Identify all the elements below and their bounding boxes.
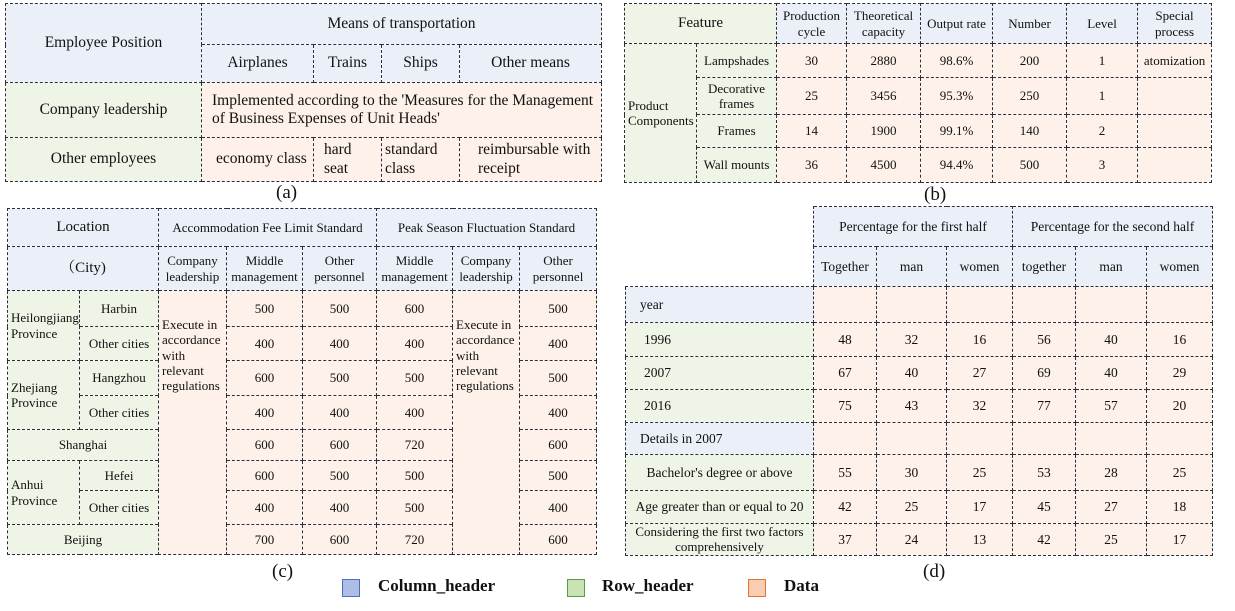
data-cell: 500: [303, 361, 377, 396]
row-header-comprehensive: Considering the first two factors comprehensively: [626, 524, 814, 556]
data-cell: 32: [947, 390, 1013, 423]
other-personnel-header: Other personnel: [520, 247, 597, 291]
data-cell: 400: [303, 396, 377, 430]
row-header-frames: Frames: [697, 115, 777, 148]
data-cell: 140: [993, 115, 1067, 148]
data-cell: 600: [520, 525, 597, 555]
caption-c: (c): [272, 561, 294, 582]
data-cell: 16: [1147, 323, 1213, 357]
row-header-2007: 2007: [626, 357, 814, 390]
row-header-decorative-frames: Decorative frames: [697, 78, 777, 115]
city-header: （City): [8, 247, 159, 291]
data-cell: 600: [227, 361, 303, 396]
empty-cell: [1076, 423, 1147, 455]
data-cell: 4500: [847, 148, 921, 183]
data-cell: 500: [377, 461, 453, 491]
data-cell: 57: [1076, 390, 1147, 423]
data-swatch: [748, 579, 766, 597]
company-leadership-header: Company leadership: [453, 247, 520, 291]
level-header: Level: [1067, 4, 1138, 44]
execute-cell: Execute in accordance with relevant regulations: [159, 291, 227, 555]
empty-cell: [877, 423, 947, 455]
city-other-cities: Other cities: [80, 491, 159, 525]
data-cell: 95.3%: [921, 78, 993, 115]
data-cell: 500: [520, 291, 597, 327]
data-cell: 700: [227, 525, 303, 555]
data-cell: 3: [1067, 148, 1138, 183]
data-cell: 600: [303, 430, 377, 461]
data-cell: 27: [1076, 491, 1147, 524]
data-cell: 400: [227, 396, 303, 430]
second-half-header: Percentage for the second half: [1013, 207, 1213, 247]
data-cell: 20: [1147, 390, 1213, 423]
data-cell: 1: [1067, 78, 1138, 115]
city-shanghai: Shanghai: [8, 430, 159, 461]
data-cell: 42: [1013, 524, 1076, 556]
data-cell: 14: [777, 115, 847, 148]
empty-cell: [947, 423, 1013, 455]
together-header: together: [1013, 247, 1076, 287]
data-cell: 600: [227, 461, 303, 491]
table-a: [5, 3, 602, 182]
empty-cell: [814, 423, 877, 455]
data-cell: 67: [814, 357, 877, 390]
output-rate-header: Output rate: [921, 4, 993, 44]
company-leadership-header: Company leadership: [159, 247, 227, 291]
zhejiang-province: Zhejiang Province: [8, 361, 80, 430]
data-cell: 53: [1013, 455, 1076, 491]
data-cell: 500: [520, 361, 597, 396]
data-cell: 40: [1076, 357, 1147, 390]
data-cell: 600: [303, 525, 377, 555]
data-cell: 13: [947, 524, 1013, 556]
empty-cell: [814, 287, 877, 323]
data-cell: 1: [1067, 44, 1138, 78]
data-cell: 400: [520, 491, 597, 525]
data-cell: 77: [1013, 390, 1076, 423]
data-cell: 18: [1147, 491, 1213, 524]
data-cell: 3456: [847, 78, 921, 115]
women-header: women: [947, 247, 1013, 287]
data-cell: 250: [993, 78, 1067, 115]
city-harbin: Harbin: [80, 291, 159, 327]
city-other-cities: Other cities: [80, 396, 159, 430]
trains-header: Trains: [314, 45, 382, 83]
data-cell: 40: [1076, 323, 1147, 357]
city-other-cities: Other cities: [80, 327, 159, 361]
data-cell: 98.6%: [921, 44, 993, 78]
empty-cell: [1013, 287, 1076, 323]
man-header: man: [1076, 247, 1147, 287]
row-header-1996: 1996: [626, 323, 814, 357]
data-cell: 69: [1013, 357, 1076, 390]
data-cell: 600: [227, 430, 303, 461]
data-cell: 25: [1147, 455, 1213, 491]
data-cell: 55: [814, 455, 877, 491]
data-cell: 400: [377, 396, 453, 430]
table-c: [7, 208, 597, 555]
legend-row-header: Row_header: [602, 576, 694, 595]
row-header-wall-mounts: Wall mounts: [697, 148, 777, 183]
data-cell: 400: [303, 491, 377, 525]
column-header-swatch: [342, 579, 360, 597]
data-cell: 2: [1067, 115, 1138, 148]
other-employees-row-header: Other employees: [6, 138, 202, 182]
data-cell: 17: [947, 491, 1013, 524]
anhui-province: Anhui Province: [8, 461, 80, 525]
location-header: Location: [8, 209, 159, 247]
empty-cell: [1147, 423, 1213, 455]
middle-management-header: Middle management: [377, 247, 453, 291]
data-cell: 720: [377, 525, 453, 555]
airplanes-header: Airplanes: [202, 45, 314, 83]
data-cell: 42: [814, 491, 877, 524]
data-cell: 500: [993, 148, 1067, 183]
ships-header: Ships: [382, 45, 460, 83]
data-cell: [1138, 115, 1212, 148]
year-header: year: [626, 287, 814, 323]
means-of-transportation-header: Means of transportation: [202, 4, 602, 45]
other-means-header: Other means: [460, 45, 602, 83]
data-cell: [1138, 78, 1212, 115]
data-cell: 27: [947, 357, 1013, 390]
empty-cell: [1013, 423, 1076, 455]
data-cell: 400: [520, 396, 597, 430]
women-header: women: [1147, 247, 1213, 287]
data-cell: 720: [377, 430, 453, 461]
caption-d: (d): [923, 561, 946, 582]
data-cell: 45: [1013, 491, 1076, 524]
reimbursable-cell: reimbursable with receipt: [460, 138, 602, 182]
data-cell: 25: [1076, 524, 1147, 556]
data-cell: 94.4%: [921, 148, 993, 183]
peak-season-header: Peak Season Fluctuation Standard: [377, 209, 597, 247]
data-cell: 17: [1147, 524, 1213, 556]
data-cell: 500: [227, 291, 303, 327]
row-header-swatch: [567, 579, 585, 597]
data-cell: 400: [377, 327, 453, 361]
data-cell: 500: [303, 291, 377, 327]
city-hefei: Hefei: [80, 461, 159, 491]
execute-cell: Execute in accordance with relevant regulations: [453, 291, 520, 555]
data-cell: 2880: [847, 44, 921, 78]
data-cell: 29: [1147, 357, 1213, 390]
standard-class-cell: standard class: [382, 138, 460, 182]
data-cell: atomization: [1138, 44, 1212, 78]
data-cell: 25: [877, 491, 947, 524]
corner-cell: [626, 207, 814, 287]
caption-a: (a): [276, 182, 298, 203]
data-cell: 28: [1076, 455, 1147, 491]
theoretical-capacity-header: Theoretical capacity: [847, 4, 921, 44]
heilongjiang-province: Heilongjiang Province: [8, 291, 80, 361]
accommodation-header: Accommodation Fee Limit Standard: [159, 209, 377, 247]
empty-cell: [947, 287, 1013, 323]
data-cell: 600: [377, 291, 453, 327]
city-beijing: Beijing: [8, 525, 159, 555]
data-cell: 500: [303, 461, 377, 491]
row-header-lampshades: Lampshades: [697, 44, 777, 78]
data-cell: 500: [520, 461, 597, 491]
table-d: [625, 206, 1213, 556]
together-header: Together: [814, 247, 877, 287]
man-header: man: [877, 247, 947, 287]
feature-header: Feature: [625, 4, 777, 44]
other-personnel-header: Other personnel: [303, 247, 377, 291]
production-cycle-header: Production cycle: [777, 4, 847, 44]
data-cell: 75: [814, 390, 877, 423]
data-cell: 56: [1013, 323, 1076, 357]
data-cell: 36: [777, 148, 847, 183]
legend-data: Data: [784, 576, 819, 595]
data-cell: 500: [377, 491, 453, 525]
data-cell: 600: [520, 430, 597, 461]
table-b: [624, 3, 1212, 183]
data-cell: 43: [877, 390, 947, 423]
data-cell: 24: [877, 524, 947, 556]
employee-position-header: Employee Position: [6, 4, 202, 83]
data-cell: [1138, 148, 1212, 183]
data-cell: 16: [947, 323, 1013, 357]
empty-cell: [1147, 287, 1213, 323]
first-half-header: Percentage for the first half: [814, 207, 1013, 247]
data-cell: 400: [303, 327, 377, 361]
data-cell: 99.1%: [921, 115, 993, 148]
data-cell: 32: [877, 323, 947, 357]
city-hangzhou: Hangzhou: [80, 361, 159, 396]
data-cell: 200: [993, 44, 1067, 78]
middle-management-header: Middle management: [227, 247, 303, 291]
data-cell: 48: [814, 323, 877, 357]
implemented-cell: Implemented according to the 'Measures for the Management of Business Expenses of Unit Heads': [202, 83, 602, 138]
legend-column-header: Column_header: [378, 576, 496, 595]
data-cell: 30: [777, 44, 847, 78]
data-cell: 400: [520, 327, 597, 361]
product-components-header: Product Components: [625, 44, 697, 183]
economy-class-cell: economy class: [202, 138, 314, 182]
row-header-bachelor: Bachelor's degree or above: [626, 455, 814, 491]
company-leadership-row-header: Company leadership: [6, 83, 202, 138]
caption-b: (b): [924, 184, 947, 205]
data-cell: 1900: [847, 115, 921, 148]
data-cell: 400: [227, 327, 303, 361]
hard-seat-cell: hard seat: [314, 138, 382, 182]
empty-cell: [1076, 287, 1147, 323]
empty-cell: [877, 287, 947, 323]
special-process-header: Special process: [1138, 4, 1212, 44]
data-cell: 500: [377, 361, 453, 396]
data-cell: 25: [947, 455, 1013, 491]
number-header: Number: [993, 4, 1067, 44]
data-cell: 37: [814, 524, 877, 556]
row-header-2016: 2016: [626, 390, 814, 423]
details-2007-header: Details in 2007: [626, 423, 814, 455]
data-cell: 400: [227, 491, 303, 525]
data-cell: 30: [877, 455, 947, 491]
data-cell: 25: [777, 78, 847, 115]
data-cell: 40: [877, 357, 947, 390]
row-header-age: Age greater than or equal to 20: [626, 491, 814, 524]
